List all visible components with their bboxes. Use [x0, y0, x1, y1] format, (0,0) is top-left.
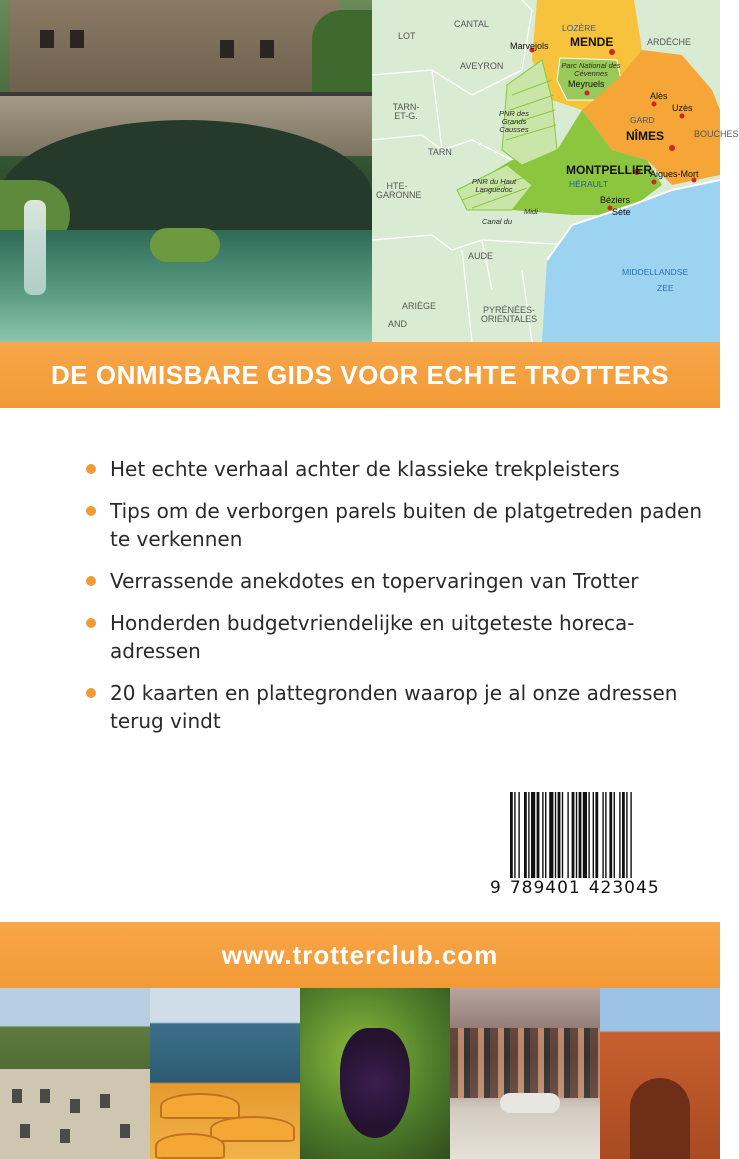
map-park-cevennes: Parc National des Cévennes [561, 61, 621, 78]
map-label-lot: LOT [398, 31, 416, 41]
bullet-icon [86, 464, 96, 474]
feature-text: Verrassende anekdotes en topervaringen van Trotter [110, 569, 639, 593]
barcode-bars [510, 792, 672, 878]
feature-item [86, 497, 706, 553]
bullet-icon [86, 618, 96, 628]
cover-photo-bridge [0, 0, 372, 342]
waterfall [24, 200, 46, 295]
map-sea-label-1: MIDDELLANDSE [622, 267, 689, 277]
photo-street-dancer [450, 988, 600, 1159]
map-label-herault: HÉRAULT [569, 179, 609, 189]
map-city-meyruels: Meyruels [568, 79, 605, 89]
photo-grapes [300, 988, 450, 1159]
map-label-bouches: BOUCHES [694, 129, 739, 139]
barcode-digit-group-2: 423045 [588, 878, 660, 898]
map-label-gard: GARD [630, 115, 655, 125]
tagline-text: DE ONMISBARE GIDS VOOR ECHTE TROTTERS [51, 359, 669, 390]
feature-text: Tips om de verborgen parels buiten de platgetreden paden te verkennen [110, 499, 703, 551]
map-city-mende: MENDE [570, 35, 614, 49]
map-park-haut-languedoc: PNR du Haut Languedoc [471, 177, 517, 194]
map-label-tarn: TARN [428, 147, 452, 157]
map-city-nimes: NÎMES [626, 129, 665, 143]
map-label-tarn-et-g: TARN-ET-G. [392, 102, 420, 122]
map-city-ales: Alès [650, 91, 668, 101]
map-label-lozere: LOZÈRE [562, 23, 597, 33]
bullet-icon [86, 688, 96, 698]
feature-text: Honderden budgetvriendelijke en uitgeteste horeca-adressen [110, 611, 635, 663]
photo-village [0, 988, 150, 1159]
photo-strip [0, 988, 720, 1159]
map-city-beziers: Béziers [600, 195, 631, 205]
bullet-icon [86, 506, 96, 516]
map-label-ariege: ARIÈGE [402, 301, 437, 311]
map-city-aigues-mortes: Aigues-Mort [650, 169, 699, 179]
map-label-midi: Midi [524, 207, 538, 216]
map-label-hte-garonne: HTE-GARONNE [376, 181, 422, 201]
map-label-aude: AUDE [468, 251, 494, 261]
map-city-uzes: Uzès [672, 103, 693, 113]
isbn-barcode [490, 790, 674, 908]
feature-item [86, 609, 706, 665]
feature-item [86, 679, 706, 735]
feature-text: Het echte verhaal achter de klassieke trekpleisters [110, 457, 620, 481]
map-label-ardeche: ARDÈCHE [647, 37, 692, 47]
feature-text: 20 kaarten en plattegronden waarop je al onze adressen terug vindt [110, 681, 678, 733]
map-sea-label-2: ZEE [657, 283, 674, 293]
map-label-aveyron: AVEYRON [460, 61, 504, 71]
barcode-digit-prefix: 9 [490, 878, 502, 898]
map-city-marvejols: Marvejols [510, 41, 549, 51]
bullet-icon [86, 576, 96, 586]
feature-item [86, 567, 706, 595]
feature-item [86, 455, 706, 483]
photo-cathedral [600, 988, 720, 1159]
photo-harbour-boats [150, 988, 300, 1159]
map-label-pyrenees-orientales: PYRÉNÉES-ORIENTALES [480, 305, 538, 325]
website-url[interactable]: www.trotterclub.com [221, 939, 499, 970]
stone-house [10, 0, 340, 95]
tagline-banner [0, 342, 720, 408]
barcode-digit-group-1: 789401 [509, 878, 581, 898]
map-label-canal: Canal du [482, 217, 513, 226]
barcode-digits [490, 878, 674, 904]
map-city-montpellier: MONTPELLIER [566, 163, 652, 177]
website-banner [0, 922, 720, 988]
feature-list [86, 455, 706, 749]
map-city-sete: Sète [612, 207, 631, 217]
map-label-and: AND [388, 319, 408, 329]
map-label-cantal: CANTAL [454, 19, 489, 29]
region-map [372, 0, 739, 342]
map-park-grands-causses: PNR des Grands Causses [498, 109, 529, 134]
